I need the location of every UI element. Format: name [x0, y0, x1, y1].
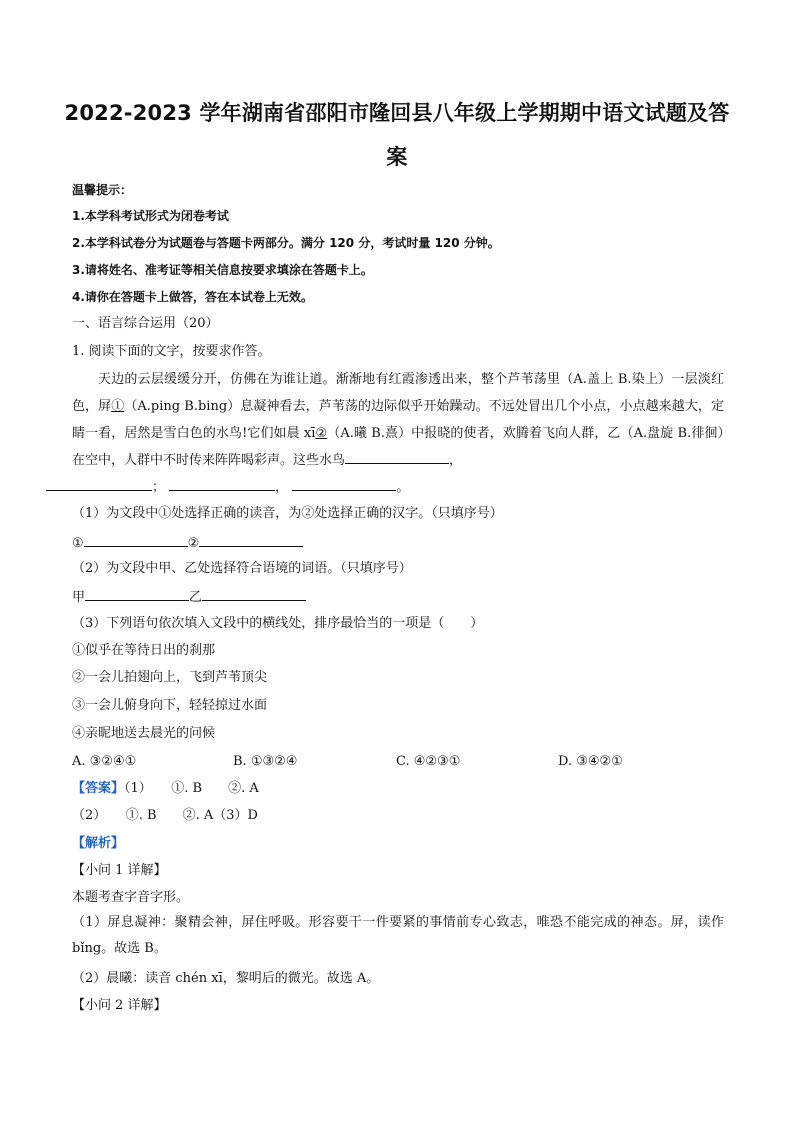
sentence-4: ④亲昵地送去晨光的问候 — [72, 726, 216, 741]
detail-1-label: 【小问 1 详解】 — [72, 863, 167, 878]
answer-line-2: （2） ①. B ②. A（3）D — [72, 808, 258, 823]
sentence-1: ①似乎在等待日出的刹那 — [72, 643, 216, 658]
answer-blank — [345, 449, 449, 464]
mark-1: ① — [111, 399, 125, 414]
answer-content-1: （1） ①. B ②. A — [124, 781, 259, 796]
tips-heading: 温馨提示： — [72, 183, 133, 197]
option-d: D. ③④②① — [558, 754, 623, 769]
sub-question-1: （1）为文段中①处选择正确的读音，为②处选择正确的汉字。（只填序号） — [72, 506, 503, 521]
option-b: B. ①③②④ — [233, 754, 298, 769]
sub-question-1-blanks — [72, 532, 303, 554]
answer-blank — [199, 532, 303, 547]
passage-part-3: （A.曦 B.熹）中报晓的使者，欢腾着飞向人群，乙（A.盘旋 B.徘徊）在空中，人群中不时传来阵阵喝彩声。这些水鸟 — [72, 426, 724, 468]
sentence-2: ②一会儿拍翅向上，飞到芦苇顶尖 — [72, 670, 268, 685]
blank-label: 甲 — [72, 590, 86, 605]
sentence-3: ③一会儿俯身向下，轻轻掠过水面 — [72, 698, 268, 713]
blank-label: ① — [72, 536, 84, 551]
answer-blank — [46, 476, 152, 491]
answer-blank — [84, 532, 188, 547]
answer-blank — [169, 476, 275, 491]
answer-line-1 — [72, 779, 259, 799]
answer-blank — [85, 586, 189, 601]
option-a: A. ③②④① — [72, 754, 137, 769]
sub-question-2: （2）为文段中甲、乙处选择符合语境的词语。（只填序号） — [72, 561, 412, 576]
sub-question-3: （3）下列语句依次填入文段中的横线处，排序最恰当的一项是（ ） — [72, 616, 484, 631]
analysis-label: 【解析】 — [72, 836, 125, 851]
answer-blank — [202, 586, 306, 601]
section-heading: 一、语言综合运用（20） — [72, 316, 219, 331]
punct: 。 — [396, 480, 410, 495]
answer-label: 【答案】 — [72, 781, 125, 796]
tip-1: 1.本学科考试形式为闭卷考试 — [72, 209, 229, 223]
tip-3: 3.请将姓名、准考证等相关信息按要求填涂在答题卡上。 — [72, 263, 373, 277]
detail-2-label: 【小问 2 详解】 — [72, 998, 167, 1013]
punct: ， — [275, 480, 289, 495]
punct: ； — [152, 480, 166, 495]
title-line-2: 案 — [386, 145, 408, 169]
detail-1-explanation-2: （2）晨曦：读音 chén xī，黎明后的微光。故选 A。 — [72, 971, 380, 986]
detail-1-intro: 本题考查字音字形。 — [72, 890, 190, 905]
passage-part-2: （A.ping B.bing）息凝神看去，芦苇荡的边际似乎开始躁动。不远处冒出几个小点，小点越来越大，定睛一看，居然是雪白色的水鸟!它们如晨 xī — [72, 399, 724, 441]
answer-blank — [292, 476, 396, 491]
passage-part-1: 天边的云层缓缓分开，仿佛在为谁让道。渐渐地有红霞渗透出来，整个芦苇荡里（A.盖上 B.染上）一层淡红色，屏 — [72, 372, 724, 414]
blank-label: ② — [187, 536, 200, 551]
blank-label: 乙 — [189, 590, 203, 605]
reading-passage — [72, 366, 724, 501]
detail-1-explanation-1: （1）屏息凝神：聚精会神，屏住呼吸。形容要干一件要紧的事情前专心致志，唯恐不能完成的神态。屏，读作 bǐng。故选 B。 — [72, 915, 724, 956]
punct: ， — [449, 453, 463, 468]
tip-2: 2.本学科试卷分为试题卷与答题卡两部分。满分 120 分，考试时量 120 分钟。 — [72, 236, 500, 250]
mark-2: ② — [315, 426, 328, 441]
sub-question-2-blanks — [72, 586, 306, 608]
tip-4: 4.请你在答题卡上做答，答在本试卷上无效。 — [72, 290, 313, 304]
option-c: C. ④②③① — [396, 754, 461, 769]
title-line-1: 2022-2023 学年湖南省邵阳市隆回县八年级上学期期中语文试题及答 — [64, 101, 730, 125]
question-stem: 1. 阅读下面的文字，按要求作答。 — [72, 344, 271, 359]
